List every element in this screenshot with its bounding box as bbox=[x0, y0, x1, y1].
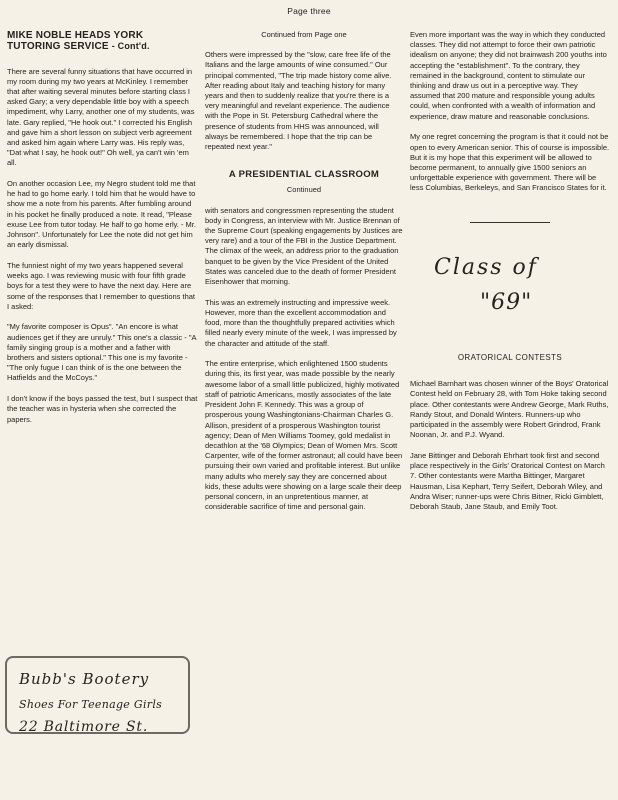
column-middle bbox=[205, 30, 403, 523]
continued-label: Continued bbox=[286, 185, 322, 195]
article-paragraph: The entire enterprise, which enlightened 1500 students during this, its first year, was made possible by the nearly awesome labor of a small little publicized, highly motivated staff of patriotic Americans, mostly associates of the late President John F. Kennedy. This was a group of prosperous young Washingtonians-Chairman Charles G. Allison, president of a prosperous Washington tourist agency; Dean of Men Williams Toomey, gold medalist in decathlon at the '68 Olympics; Dean of Women Mrs. Scott Carpenter, wife of the former astronaut; all could have been pursuing their own varied and profitable interest. But unlike many adults who merely say they are concerned about kids, these adults were showing on a large scale their deep personal concern, in an unpretentious manner, at considerable sacrifice of time and personal gain. bbox=[205, 359, 403, 512]
ad-address: 22 Baltimore St. bbox=[19, 719, 149, 735]
article-paragraph: with senators and congressmen representing the student body in Congress, an interview with Mr. Justice Brennan of the Supreme Court (speaking engagements by Justices are very rare) and a tour of the FBI in the Justice Department. The climax of the week, an address prior to the graduation banquet to be given by the Vice President of the United States was canceled due to the death of former President Eisenhower that morning. bbox=[205, 205, 403, 287]
oratorical-contests-title: ORATORICAL CONTESTS bbox=[457, 353, 563, 363]
bubbs-bootery-ad bbox=[5, 656, 190, 734]
article-paragraph: Michael Barnhart was chosen winner of the Boys' Oratorical Contest held on February 28, with Tom Hoke taking second place. Other contestants were Andrew George, Mark Ruths, Randy Stout, and Donald Winters. Runners-up who participated in the assembly were Robert Grindrod, Frank Noonan, Jr. and P.J. Wyand. bbox=[410, 379, 609, 440]
class-of-text: Class of bbox=[434, 255, 538, 281]
column-right bbox=[410, 30, 610, 523]
class-year-text: "69" bbox=[480, 290, 533, 316]
article-paragraph: This was an extremely instructing and impressive week. However, more than the excellent accommodation and food, more than the thoughtfully prepared activities which filled nearly every minute of the week, I was impressed by the character and attitude of the staff. bbox=[205, 297, 397, 348]
ad-store-name: Bubb's Bootery bbox=[19, 670, 150, 688]
article-paragraph: The funniest night of my two years happened several weeks ago. I was reviewing music with four fifth grade boys for a test they were to have the next day. Here are some of the responses that I remember to questions that I asked: bbox=[7, 260, 196, 311]
tutoring-heading-suffix: - Cont'd. bbox=[111, 41, 150, 51]
article-paragraph: "My favorite composer is Opus". "An encore is what audiences get if they are unruly." This one's a classic - "A family singing group is a mother and a father with brothers and sisters optional." This one is my favorite - "The only fugue I can think of is the one between the Hatfields and the McCoys." bbox=[7, 322, 197, 383]
column-left bbox=[7, 30, 198, 435]
page-title: Page three bbox=[287, 6, 331, 16]
class-of-69-graphic bbox=[410, 223, 610, 343]
ad-tagline: Shoes For Teenage Girls bbox=[19, 698, 163, 711]
article-paragraph: Jane Bittinger and Deborah Ehrhart took first and second place respectively in the Girls' Oratorical Contest on March 7. Other contestants were Martha Bittinger, Margaret Hausman, Lisa Kephart, Terry Seifert, Deborah Wiley, and Andra Wiser; runner-ups were Chris Bitner, Ricki Gimblett, Deborah Staub, Jane Staub, and Emily Toot. bbox=[410, 450, 605, 511]
article-paragraph: On another occasion Lee, my Negro student told me that he had to go home early. I told him that he would have to show me a note from his parents. After fumbling around in his pocket he finally produced a note. It read, "Please exuse Lee from tutor today. He half to go home erly. - Mr. Johnson". Unfortunately for Lee the note did not get him an early dismissal. bbox=[7, 179, 196, 250]
article-paragraph: Others were impressed by the "slow, care free life of the Italians and the large amounts of wine consumed." Our principal commented, "The trip made history come alive. After reading about Italy and teaching history for many years and then to suddenly realize that you're there is a very meaningful and revelant experience. The audience with the Pope in St. Petersburg Cathedral where the presence of students from HHS was announced, will always be remembered. I hope that the trip can be repeated next year." bbox=[205, 50, 392, 152]
article-paragraph: I don't know if the boys passed the test, but I suspect that the teacher was in hysteria when she corrected the papers. bbox=[7, 394, 198, 424]
tutoring-heading-text: MIKE NOBLE HEADS YORK TUTORING SERVICE bbox=[7, 30, 144, 52]
article-paragraph: Even more important was the way in which they conducted classes. They did not attempt to force their own patriotic idealism on anyone; they did not brainwash 200 youths into accepting the "establishment". To the contrary, they remained in the background, content to stimulate our thinking and draw us out in a perceptive way. They assumed that 200 mature and responsible young adults could, when confronted with a wealth of information and experience, draw mature and reasonable conclusions. bbox=[410, 30, 607, 121]
article-paragraph: There are several funny situations that have occurred in my room during my two years at McKinley. I remember that after waiting several minutes before starting class I asked Gary; a very dependable little boy with a speech impediment, why Larry, another one of my students, was late. Gary replied, "He hook out." I corrected his English and gave him a short lesson on subject verb agreement and asked him again where Larry was. His reply was, "Dat what I say, he hook out!" Oh well, ya can't win 'em all. bbox=[7, 66, 195, 168]
article-paragraph: My one regret concerning the program is that it could not be open to every American senior. This of course is impossible. But it is my hope that this experiment will be allowed to become permanent, to annually give 1500 seniors an unforgettable experience with government. There will be less Columbias, Berkeleys, and San Francisco States for it. bbox=[410, 132, 610, 193]
continued-from-label: Continued from Page one bbox=[261, 30, 347, 39]
tutoring-heading bbox=[7, 30, 198, 52]
presidential-classroom-title: A PRESIDENTIAL CLASSROOM bbox=[228, 169, 380, 181]
